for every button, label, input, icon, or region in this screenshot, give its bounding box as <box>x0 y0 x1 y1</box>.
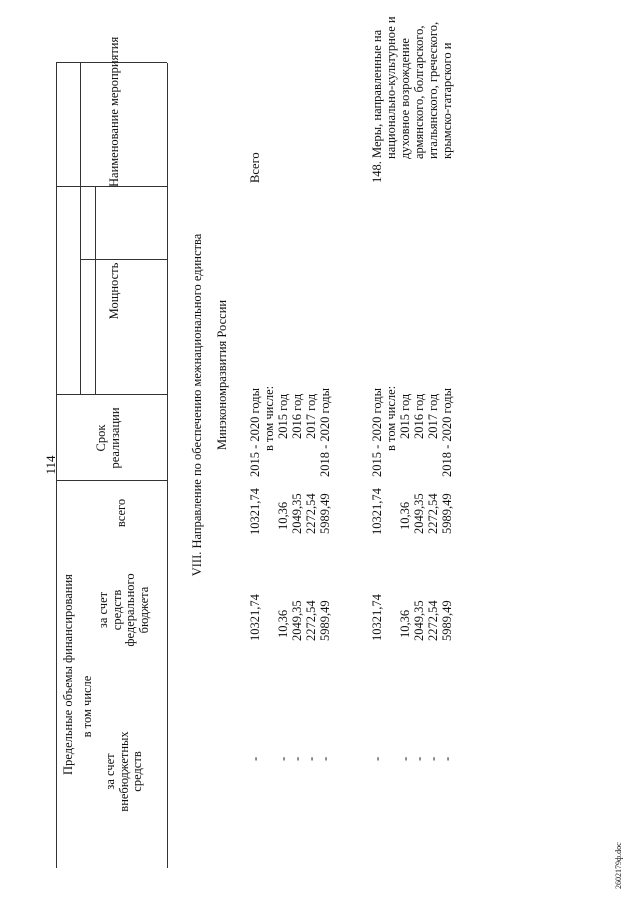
federal-cell: 5989,49 <box>318 600 332 641</box>
page-number: 114 <box>43 455 58 475</box>
total-cell: 10,36 <box>276 501 290 530</box>
col-header-total: всего <box>114 498 128 528</box>
total-cell: 10321,74 <box>248 488 262 535</box>
total-cell: 5989,49 <box>440 493 454 534</box>
col-header-period: Срок реализации <box>94 407 122 469</box>
period-cell: 2016 год <box>412 393 426 439</box>
extrabudget-cell: - <box>276 756 290 761</box>
period-cell: в том числе: <box>262 385 276 451</box>
period-cell: 2015 - 2020 годы <box>248 387 262 477</box>
col-divider-3 <box>80 259 167 260</box>
total-cell: 10321,74 <box>370 488 384 535</box>
period-cell: 2015 - 2020 годы <box>370 387 384 477</box>
federal-cell: 2049,35 <box>290 600 304 641</box>
col-header-capacity: Мощность <box>107 262 121 320</box>
federal-cell: 10,36 <box>276 609 290 638</box>
period-cell: 2015 год <box>276 393 290 439</box>
col-header-name: Наименование мероприятия <box>107 36 121 187</box>
total-cell: 2049,35 <box>412 493 426 534</box>
extrabudget-cell: - <box>248 756 262 761</box>
total-cell: 2272,54 <box>426 493 440 534</box>
funding-divider-line <box>80 63 81 395</box>
federal-cell: 2272,54 <box>426 600 440 641</box>
total-cell: 5989,49 <box>318 493 332 534</box>
header-top-line <box>56 63 57 868</box>
extrabudget-cell: - <box>412 756 426 761</box>
row-name: 148. Меры, направленные на <box>370 29 384 183</box>
row-name: крымско-татарского и <box>440 42 454 159</box>
section-title: VIII. Направление по обеспечению межнационального единства <box>190 233 204 577</box>
row-name: армянского, болгарского, <box>412 25 426 159</box>
federal-cell: 10321,74 <box>248 594 262 641</box>
col-header-including: в том числе <box>80 675 94 738</box>
federal-cell: 5989,49 <box>440 600 454 641</box>
col-header-extrabudget: за счет внебюджетных средств <box>103 731 144 812</box>
total-cell: 2049,35 <box>290 493 304 534</box>
period-cell: 2015 год <box>398 393 412 439</box>
extrabudget-cell: - <box>426 756 440 761</box>
row-name: национально-культурное и <box>384 16 398 159</box>
federal-cell: 2049,35 <box>412 600 426 641</box>
col-header-funding: Предельные объемы финансирования <box>61 574 75 775</box>
file-reference: 2602179ф.doc <box>614 842 623 889</box>
col-header-federal: за счет средств федерального бюджета <box>96 573 151 647</box>
extrabudget-cell: - <box>440 756 454 761</box>
total-cell: 2272,54 <box>304 493 318 534</box>
period-cell: 2017 год <box>426 393 440 439</box>
federal-cell: 10,36 <box>398 609 412 638</box>
period-cell: 2018 - 2020 годы <box>318 387 332 477</box>
extrabudget-cell: - <box>370 756 384 761</box>
row-name: Всего <box>248 152 262 183</box>
federal-cell: 2272,54 <box>304 600 318 641</box>
ministry-name: Минэкономразвития России <box>215 299 229 451</box>
period-cell: 2017 год <box>304 393 318 439</box>
period-cell: в том числе: <box>384 385 398 451</box>
period-cell: 2018 - 2020 годы <box>440 387 454 477</box>
federal-cell: 10321,74 <box>370 594 384 641</box>
total-cell: 10,36 <box>398 501 412 530</box>
row-name: итальянского, греческого, <box>426 21 440 159</box>
extrabudget-cell: - <box>304 756 318 761</box>
extrabudget-cell: - <box>398 756 412 761</box>
extrabudget-cell: - <box>318 756 332 761</box>
header-bottom-line <box>167 63 168 868</box>
extrabudget-cell: - <box>290 756 304 761</box>
row-name: духовное возрождение <box>398 38 412 159</box>
including-divider-line <box>95 187 96 395</box>
period-cell: 2016 год <box>290 393 304 439</box>
